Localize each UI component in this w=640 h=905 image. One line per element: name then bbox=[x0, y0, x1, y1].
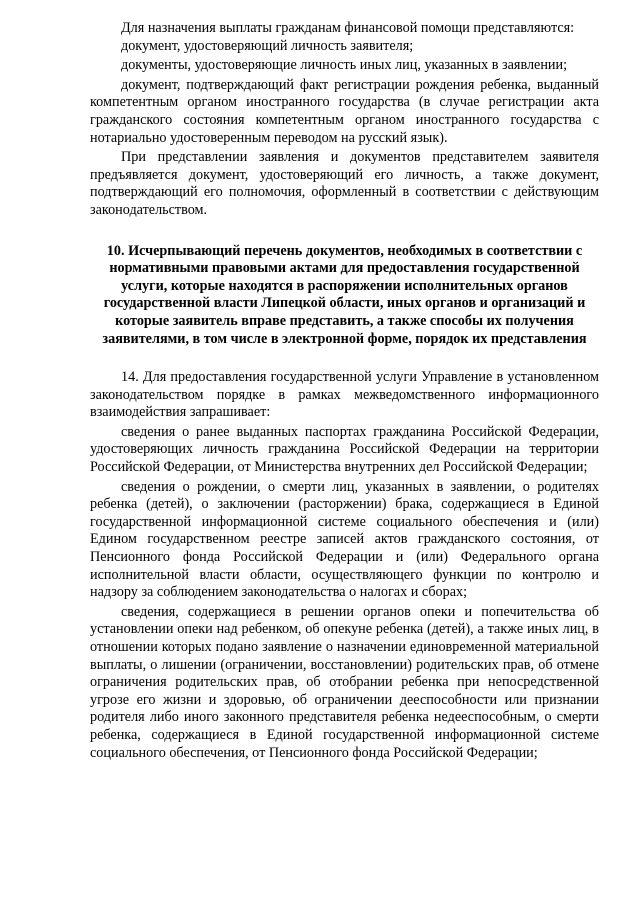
list-item: документ, подтверждающий факт регистрации рождения ребенка, выданный компетентным органом иностранного государства (в случае регистрации акта гражданского состояния компетентным органом иностранного государства с нотариально удостоверенным переводом на русский язык). bbox=[90, 76, 599, 146]
section-title: 10. Исчерпывающий перечень документов, необходимых в соответствии с нормативными правовыми актами для предоставления государственной услуги, которые находятся в распоряжении исполнительных органов государственной власти Липецкой области, иных органов и организаций и которые заявитель вправе представить, а также способы их получения заявителями, в том числе в электронной форме, порядок их представления bbox=[102, 242, 587, 347]
list-item: документы, удостоверяющие личность иных лиц, указанных в заявлении; bbox=[121, 57, 568, 74]
body-paragraph: При представлении заявления и документов представителем заявителя предъявляется документ, удостоверяющий его личность, а также документ, подтверждающий его полномочия, оформленный в соответствии с действующим законодательством. bbox=[90, 149, 599, 218]
body-paragraph: 14. Для предоставления государственной услуги Управление в установленном законодательством порядке в рамках межведомственного информационного взаимодействия запрашивает: bbox=[90, 369, 599, 421]
list-item: сведения о рождении, о смерти лиц, указанных в заявлении, о родителях ребенка (детей), о заключении (расторжении) брака, содержащиеся в Единой государственной информационной системе социального обеспечения и (или) Едином государственном реестре записей актов гражданского состояния, от Пенсионного фонда Российской Федерации и (или) Федерального органа исполнительной власти области, осуществляющего функции по контролю и надзору за соблюдением законодательства о налогах и сборах; bbox=[90, 478, 599, 601]
list-item: документ, удостоверяющий личность заявителя; bbox=[121, 37, 414, 54]
list-item: сведения, содержащиеся в решении органов опеки и попечительства об установлении опеки над ребенком, об опекуне ребенка (детей), а также иных лиц, в отношении которых подано заявление о назначении единовременной материальной выплаты, о лишении (ограничении, восстановлении) родительских прав, об отмене ограничения родительских прав, об отобрании ребенка при непосредственной угрозе его жизни и здоровью, об ограничении дееспособности или признании родителя либо иного законного представителя ребенка недееспособным, о смерти ребенка, содержащиеся в Единой государственной информационной системе социального обеспечения, от Пенсионного фонда Российской Федерации; bbox=[90, 603, 599, 761]
list-item: сведения о ранее выданных паспортах гражданина Российской Федерации, удостоверяющих личность гражданина Российской Федерации на территории Российской Федерации, от Министерства внутренних дел Российской Федерации; bbox=[90, 423, 599, 476]
intro-paragraph: Для назначения выплаты гражданам финансовой помощи представляются: bbox=[121, 20, 575, 36]
